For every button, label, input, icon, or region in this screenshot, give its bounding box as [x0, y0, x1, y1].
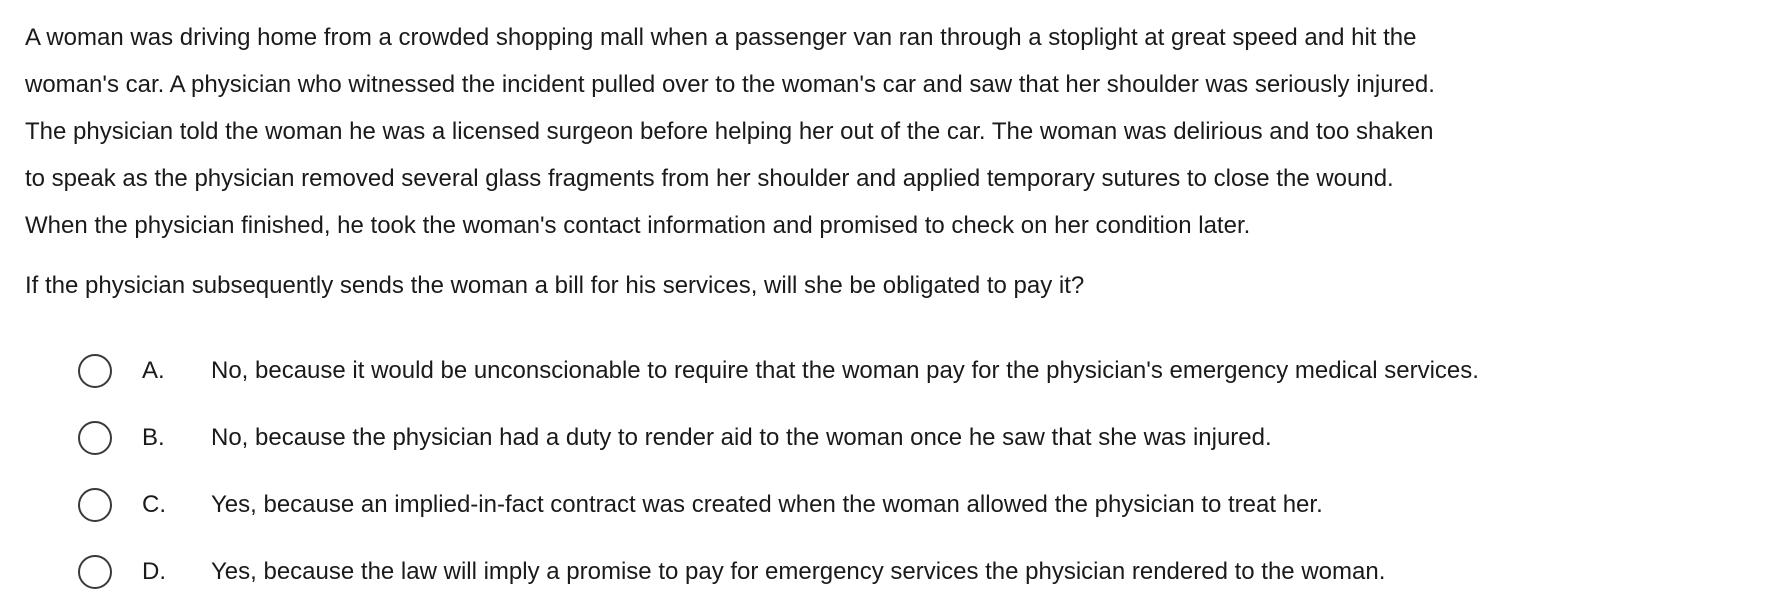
question-stem — [25, 14, 1751, 249]
stem-line: A woman was driving home from a crowded shopping mall when a passenger van ran through a stoplight at great speed and hit the — [25, 24, 1417, 51]
radio-button-c[interactable] — [78, 488, 112, 522]
choice-c[interactable] — [25, 471, 1751, 538]
radio-button-b[interactable] — [78, 421, 112, 455]
stem-line: woman's car. A physician who witnessed the incident pulled over to the woman's car and saw that her shoulder was seriously injured. — [25, 71, 1435, 98]
choice-text[interactable]: Yes, because the law will imply a promise to pay for emergency services the physician rendered to the woman. — [211, 557, 1386, 585]
choice-a[interactable] — [25, 337, 1751, 404]
radio-button-a[interactable] — [78, 354, 112, 388]
question-prompt: If the physician subsequently sends the woman a bill for his services, will she be obligated to pay it? — [25, 272, 1085, 299]
choice-text[interactable]: Yes, because an implied-in-fact contract was created when the woman allowed the physician to treat her. — [211, 490, 1323, 518]
choice-letter: D. — [142, 557, 166, 585]
stem-line: The physician told the woman he was a licensed surgeon before helping her out of the car. The woman was delirious and too shaken — [25, 118, 1434, 145]
radio-button-d[interactable] — [78, 555, 112, 589]
choice-letter: C. — [142, 490, 166, 518]
choice-b[interactable] — [25, 404, 1751, 471]
choice-letter: A. — [142, 356, 165, 384]
stem-line: to speak as the physician removed several glass fragments from her shoulder and applied temporary sutures to close the wound. — [25, 165, 1394, 192]
choice-text[interactable]: No, because it would be unconscionable to require that the woman pay for the physician's emergency medical services. — [211, 356, 1479, 384]
choice-d[interactable] — [25, 538, 1751, 605]
answer-choices — [25, 337, 1751, 605]
choice-letter: B. — [142, 423, 165, 451]
stem-line: When the physician finished, he took the woman's contact information and promised to check on her condition later. — [25, 212, 1251, 239]
choice-text[interactable]: No, because the physician had a duty to render aid to the woman once he saw that she was injured. — [211, 423, 1272, 451]
